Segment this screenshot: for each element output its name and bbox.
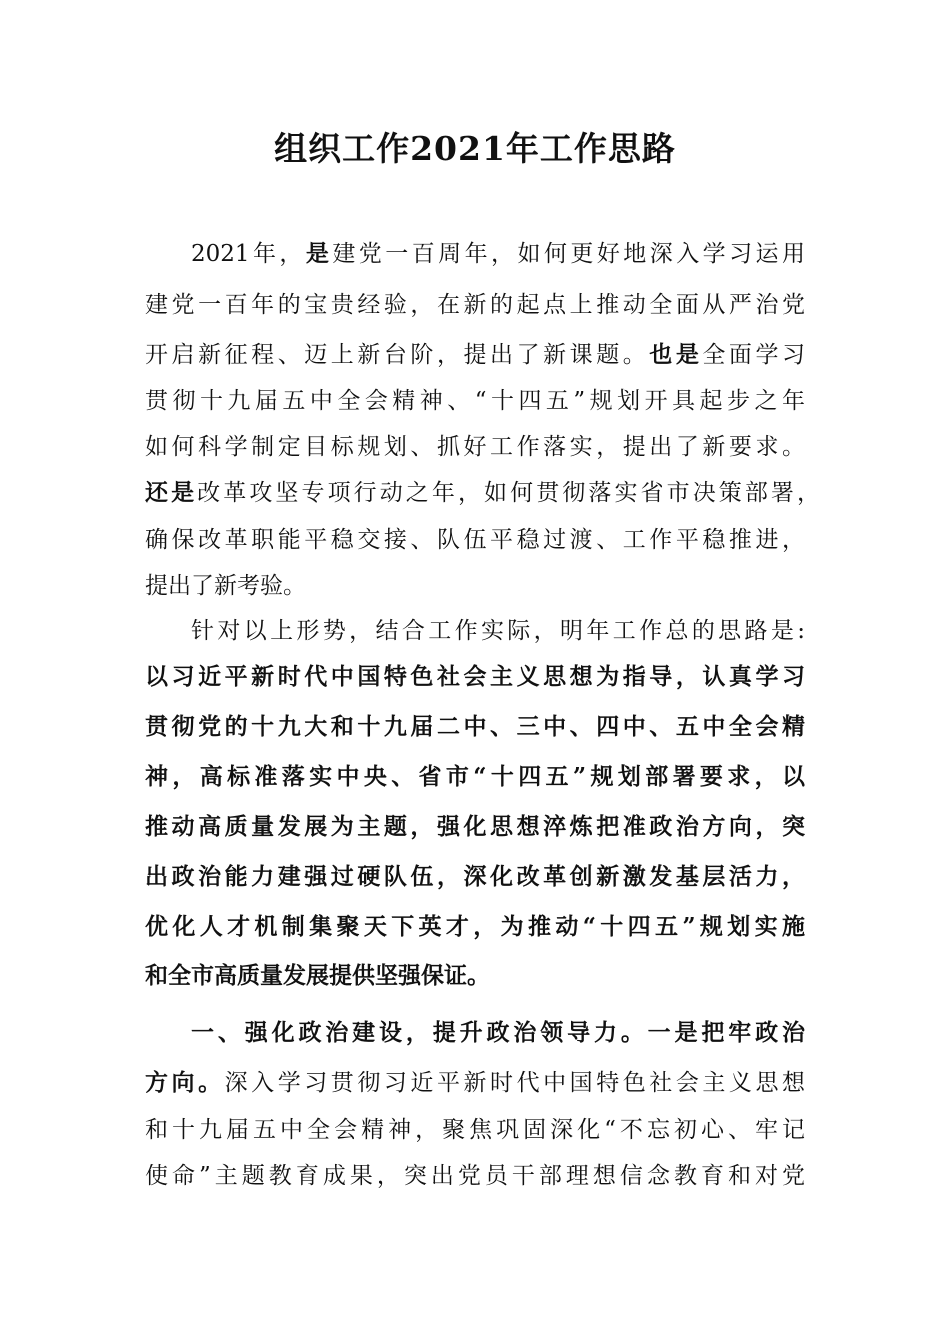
emphasis-direction: 方向。 <box>145 1069 225 1096</box>
emphasis-shi: 是 <box>305 240 333 267</box>
paragraph-1-line-4: 贯彻十九届五中全会精神、“十四五”规划开具起步之年 <box>145 388 805 414</box>
paragraph-1-line-6: 还是改革攻坚专项行动之年，如何贯彻落实省市决策部署， <box>145 479 821 506</box>
paragraph-1-line-1: 2021年，是建党一百周年，如何更好地深入学习运用 <box>191 240 805 267</box>
paragraph-1-line-7: 确保改革职能平稳交接、队伍平稳过渡、工作平稳推进， <box>145 527 805 553</box>
paragraph-2-line-6: 出政治能力建强过硬队伍，深化改革创新激发基层活力， <box>145 863 805 890</box>
paragraph-2-line-7: 优化人才机制集聚天下英才，为推动“十四五”规划实施 <box>145 913 805 940</box>
paragraph-1-line-5: 如何科学制定目标规划、抓好工作落实，提出了新要求。 <box>145 434 805 460</box>
paragraph-2-line-4: 神，高标准落实中央、省市“十四五”规划部署要求，以 <box>145 763 805 790</box>
paragraph-2-line-5: 推动高质量发展为主题，强化思想淬炼把准政治方向，突 <box>145 813 805 840</box>
paragraph-2-line-2: 以习近平新时代中国特色社会主义思想为指导，认真学习 <box>145 663 805 690</box>
paragraph-1-line-3: 开启新征程、迈上新台阶，提出了新课题。也是全面学习 <box>145 341 806 368</box>
paragraph-2-line-1: 针对以上形势，结合工作实际，明年工作总的思路是: <box>191 618 805 644</box>
section-1-heading-line: 一、强化政治建设，提升政治领导力。一是把牢政治 <box>191 1019 805 1046</box>
section-1-line-3: 和十九届五中全会精神，聚焦巩固深化“不忘初心、牢记 <box>145 1117 805 1143</box>
emphasis-yeshi: 也是 <box>649 341 703 368</box>
section-1-line-4: 使命”主题教育成果，突出党员干部理想信念教育和对党 <box>145 1163 805 1189</box>
paragraph-2-line-3: 贯彻党的十九大和十九届二中、三中、四中、五中全会精 <box>145 713 805 740</box>
section-1-line-2: 方向。深入学习贯彻习近平新时代中国特色社会主义思想 <box>145 1069 805 1096</box>
paragraph-2-line-8: 和全市高质量发展提供坚强保证。 <box>145 962 490 989</box>
paragraph-1-line-2: 建党一百年的宝贵经验，在新的起点上推动全面从严治党 <box>145 292 805 318</box>
document-title: 组织工作2021年工作思路 <box>274 129 676 168</box>
emphasis-haishi: 还是 <box>145 479 198 506</box>
paragraph-1-line-8: 提出了新考验。 <box>145 573 306 599</box>
